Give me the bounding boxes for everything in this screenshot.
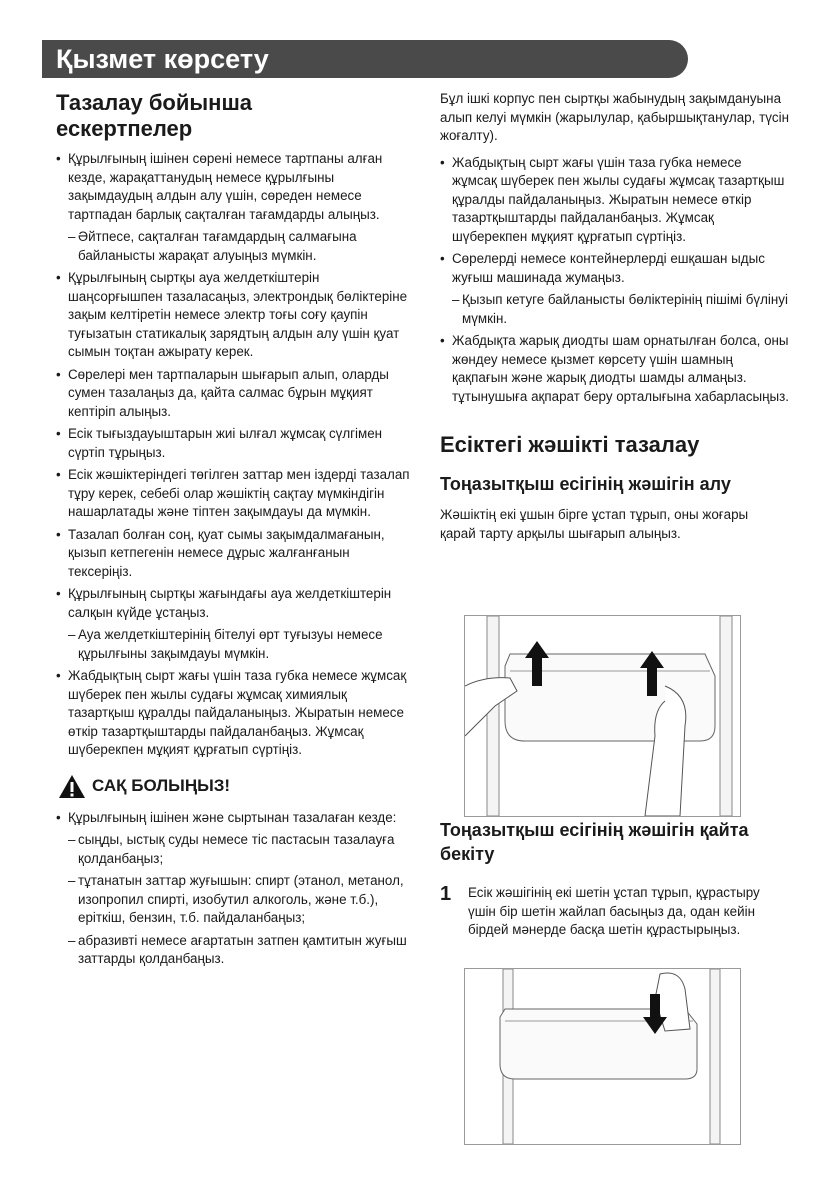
list-item: • Сөрелері мен тартпаларын шығарып алып, оларды сумен тазалаңыз да, қайта салмас бұрын мұқият кептіріп алыңыз. <box>56 366 411 422</box>
list-subitem: – Қызып кетуге байланысты бөліктерінің пішімі бүлінуі мүмкін. <box>440 291 790 328</box>
list-subitem: – абразивті немесе ағартатын затпен қамтитын жуғыш заттарды қолданбаңыз. <box>56 932 411 969</box>
list-subitem: – Ауа желдеткіштерінің бітелуі өрт туғызуы немесе құрылғыны зақымдауы мүмкін. <box>56 626 411 663</box>
list-item: • Жабдықтың сырт жағы үшін таза губка немесе жұмсақ шүберек пен жылы судағы жұмсақ тазартқыш құралды пайдаланыңыз. Жыратын немесе өткір тазартқыштарды пайдаланбаңыз. Жұмсақ шүберекпен мұқият құрғатып сүртіңіз. <box>440 154 790 247</box>
bin-removal-illustration <box>464 615 741 817</box>
warning-icon <box>58 774 86 799</box>
step-1 <box>440 884 790 940</box>
list-item-continuation: тұтынушыға ақпарат беру орталығына хабарласыңыз. <box>452 388 790 404</box>
list-item: • Жабдықта жарық диодты шам орнатылған болса, оны жөндеу немесе қызмет көрсету үшін шамның қақпағын және жарық диодты шамды алмаңыз. <box>440 332 790 388</box>
cleaning-notes-heading: Тазалау бойынша ескертпелер <box>56 90 253 141</box>
step-number: 1 <box>440 883 452 905</box>
list-item: • Есік жәшіктеріндегі төгілген заттар мен іздерді тазалап тұру керек, себебі олар жәшіктің сақтау мүмкіндігін нашарлатады және тіптен зақымдауы да мүмкін. <box>56 466 411 522</box>
list-item: • Сөрелерді немесе контейнерлерді ешқашан ыдыс жуғыш машинада жумаңыз. <box>440 250 790 287</box>
left-column <box>56 90 411 973</box>
reinstall-title: Тоңазытқыш есігінің жәшігін қайта бекіту <box>440 820 749 864</box>
list-item: • Құрылғының сыртқы жағындағы ауа желдеткіштерін салқын күйде ұстаңыз. <box>56 585 411 622</box>
step-text: Есік жәшігінің екі шетін ұстап тұрып, құрастыру үшін бір шетін жайлап басыңыз да, одан кейін бірдей мәнерде басқа шетін құрастырыңыз. <box>468 885 760 937</box>
list-item: • Құрылғының сыртқы ауа желдеткіштерін шаңсорғышпен тазаласаңыз, электрондық бөліктеріне зақым келтіретін немесе электр тоғы соғу қаупін туғызатын статикалық зарядтың алдын алу үшін қуат сымын тоқтан ажырату керек. <box>56 269 411 362</box>
bin-reinstall-drawing <box>465 969 740 1144</box>
list-subitem: – тұтанатын заттар жуғышын: спирт (этанол, метанол, изопропил спирті, изобутил алкоголь, және т.б.), еріткіш, бензин, т.б. пайдаланбаңыз; <box>56 872 411 928</box>
section-header <box>42 40 688 78</box>
bin-removal-drawing <box>465 616 740 816</box>
reinstall-section <box>440 818 790 940</box>
section-title: Есіктегі жәшікті тазалау <box>440 432 700 457</box>
list-subitem: – сыңды, ыстық суды немесе тіс пастасын тазалауға қолданбаңыз; <box>56 831 411 868</box>
list-item: • Құрылғының ішінен сөрені немесе тартпаны алған кезде, жарақаттанудың немесе құрылғыны зақымдаудың алдын алу үшін, сөреден немесе тартпадан барлық сақталған тағамдарды алыңыз. <box>56 150 411 224</box>
removal-title: Тоңазытқыш есігінің жәшігін алу <box>440 474 731 494</box>
removal-text: Жәшіктің екі ұшын бірге ұстап тұрып, оны жоғары қарай тарту арқылы шығарып алыңыз. <box>440 507 749 541</box>
list-item: • Жабдықтың сырт жағы үшін таза губка немесе жұмсақ шүберек пен жылы судағы жұмсақ химиялық тазартқыш құралды пайдаланыңыз. Жыратын немесе өткір тазартқыштарды пайдаланбаңыз. Жұмсақ шүберекпен мұқият құрғатып сүртіңіз. <box>56 667 411 760</box>
list-subitem: – Әйтпесе, сақталған тағамдардың салмағына байланысты жарақат алуыңыз мүмкін. <box>56 228 411 265</box>
warning-title: САҚ БОЛЫҢЫЗ! <box>92 776 231 795</box>
list-item: • Есік тығыздауыштарын жиі ылғал жұмсақ сүлгімен сүртіп тұрыңыз. <box>56 425 411 462</box>
right-column <box>440 90 790 543</box>
warning-block <box>58 774 411 799</box>
list-item: • Тазалап болған соң, қуат сымы зақымдалмағанын, қызып кетпегенін немесе дұрыс жалғанғанын тексеріңіз. <box>56 526 411 582</box>
page-title: Қызмет көрсету <box>56 44 269 74</box>
list-item: • Құрылғының ішінен және сыртынан тазалаған кезде: <box>56 809 411 828</box>
intro-paragraph: Бұл ішкі корпус пен сыртқы жабынудың зақымдануына алып келуі мүмкін (жарылулар, қабыршықтанулар, түсін жоғалту). <box>440 91 789 143</box>
bin-reinstall-illustration <box>464 968 741 1145</box>
